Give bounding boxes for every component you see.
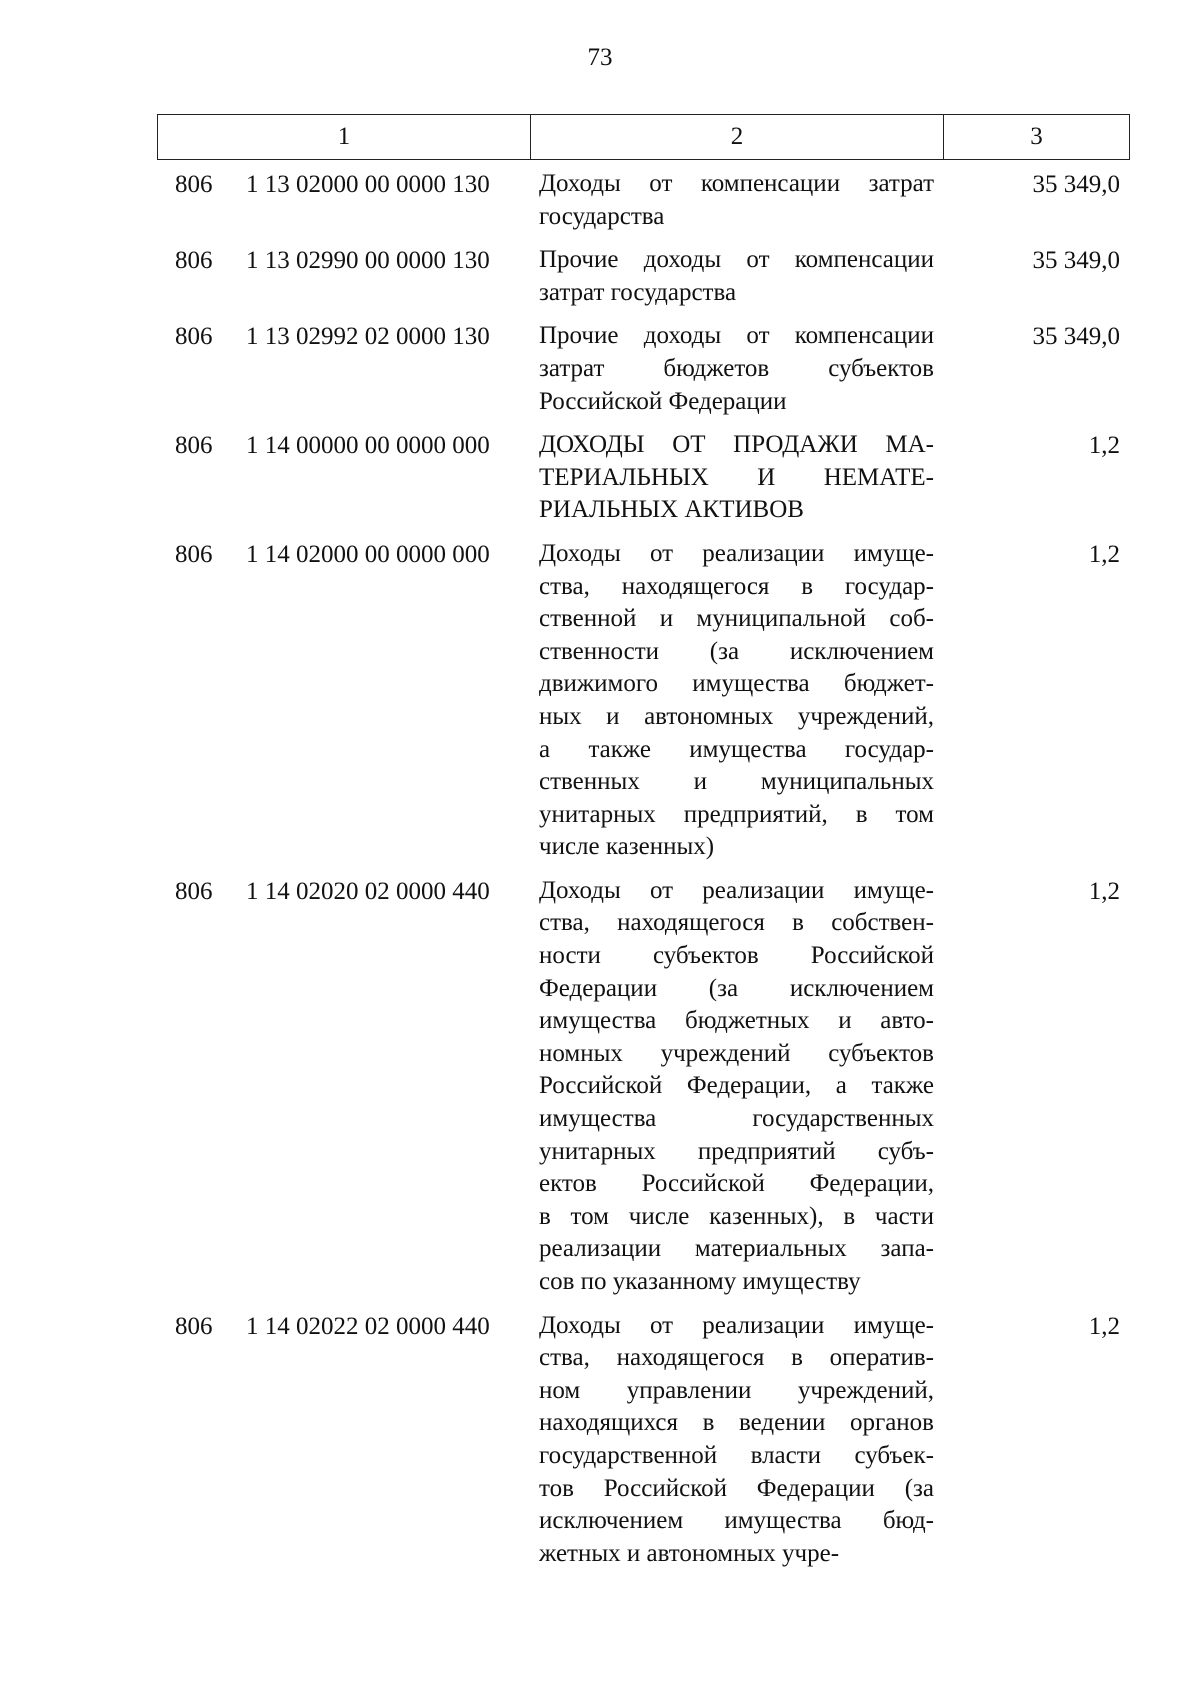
budget-classification-code: 1 14 02000 00 0000 000 (246, 540, 490, 568)
table-header (157, 114, 1130, 160)
table-row (0, 168, 1200, 233)
table-row (0, 244, 1200, 309)
admin-code: 806 (175, 432, 213, 460)
admin-code: 806 (175, 1312, 213, 1340)
table-body (0, 168, 1200, 1581)
revenue-name (539, 429, 934, 527)
revenue-name-line: ства, находящегося в собствен- (539, 909, 934, 937)
revenue-name-line: ных и автономных учреждений, (539, 702, 934, 730)
amount: 35 349,0 (1032, 171, 1120, 198)
revenue-name-line: ности субъектов Российской (539, 942, 934, 970)
revenue-name-line: Прочие доходы от компенсации (539, 322, 934, 350)
revenue-name-line: исключением имущества бюд- (539, 1507, 934, 1535)
budget-classification-code: 1 13 02000 00 0000 130 (246, 171, 490, 198)
revenue-name-line: жетных и автономных учре- (539, 1539, 840, 1567)
revenue-name-line: государства (539, 202, 665, 230)
revenue-name-line: тов Российской Федерации (за (539, 1474, 934, 1502)
revenue-name-line: а также имущества государ- (539, 735, 934, 763)
amount: 35 349,0 (1032, 323, 1120, 351)
revenue-name-line: имущества бюджетных и авто- (539, 1007, 934, 1035)
table-row (0, 320, 1200, 418)
header-col-3: 3 (1030, 123, 1043, 150)
revenue-name-line: ектов Российской Федерации, (539, 1170, 934, 1198)
amount: 1,2 (1088, 540, 1120, 568)
revenue-name (539, 320, 934, 418)
budget-classification-code: 1 13 02990 00 0000 130 (246, 247, 490, 275)
table-row (0, 538, 1200, 864)
revenue-name (539, 168, 934, 233)
revenue-name-line: ТЕРИАЛЬНЫХ И НЕМАТЕ- (539, 463, 934, 491)
header-col-1: 1 (158, 115, 531, 159)
revenue-name-line: ственных и муниципальных (539, 768, 934, 796)
revenue-name-line: Прочие доходы от компенсации (539, 246, 934, 274)
revenue-name-line: РИАЛЬНЫХ АКТИВОВ (539, 496, 804, 524)
revenue-name-line: Российской Федерации, а также (539, 1072, 934, 1100)
admin-code: 806 (175, 247, 213, 275)
amount: 1,2 (1088, 432, 1120, 460)
revenue-name-line: ства, находящегося в государ- (539, 572, 934, 600)
revenue-name-line: находящихся в ведении органов (539, 1409, 934, 1437)
revenue-name (539, 538, 934, 864)
revenue-name-line: Доходы от реализации имуще- (539, 876, 934, 904)
revenue-name-line: Доходы от реализации имуще- (539, 1311, 934, 1339)
amount: 1,2 (1088, 1312, 1120, 1340)
admin-code: 806 (175, 323, 213, 351)
revenue-name-line: ства, находящегося в оператив- (539, 1344, 934, 1372)
revenue-name-line: унитарных предприятий, в том (539, 800, 934, 828)
revenue-name-line: имущества государственных (539, 1105, 934, 1133)
revenue-name-line: затрат государства (539, 278, 737, 306)
revenue-name-line: Доходы от компенсации затрат (539, 170, 934, 197)
revenue-name (539, 244, 934, 309)
budget-classification-code: 1 14 00000 00 0000 000 (246, 432, 490, 460)
revenue-name-line: движимого имущества бюджет- (539, 670, 934, 698)
table-row (0, 429, 1200, 527)
revenue-name-line: Доходы от реализации имуще- (539, 539, 934, 567)
budget-classification-code: 1 14 02022 02 0000 440 (246, 1312, 490, 1340)
page-number: 73 (587, 44, 613, 71)
revenue-name-line: в том числе казенных), в части (539, 1202, 934, 1230)
revenue-name-line: числе казенных) (539, 833, 715, 861)
budget-classification-code: 1 13 02992 02 0000 130 (246, 323, 490, 351)
revenue-name-line: государственной власти субъек- (539, 1441, 934, 1469)
revenue-name-line: ДОХОДЫ ОТ ПРОДАЖИ МА- (539, 431, 934, 459)
revenue-name-line: ственной и муниципальной соб- (539, 605, 934, 633)
revenue-name-line: затрат бюджетов субъектов (539, 354, 934, 382)
revenue-name-line: Российской Федерации (539, 387, 787, 415)
revenue-name-line: унитарных предприятий субъ- (539, 1137, 934, 1165)
amount: 35 349,0 (1032, 247, 1120, 275)
revenue-name-line: ственности (за исключением (539, 637, 934, 665)
revenue-name (539, 875, 934, 1299)
amount: 1,2 (1088, 877, 1120, 905)
admin-code: 806 (175, 171, 213, 198)
revenue-name (539, 1310, 934, 1571)
budget-classification-code: 1 14 02020 02 0000 440 (246, 877, 490, 905)
revenue-name-line: номных учреждений субъектов (539, 1039, 934, 1067)
revenue-name-line: Федерации (за исключением (539, 974, 934, 1002)
admin-code: 806 (175, 540, 213, 568)
admin-code: 806 (175, 877, 213, 905)
revenue-name-line: ном управлении учреждений, (539, 1376, 934, 1404)
header-col-2: 2 (531, 115, 944, 159)
table-row (0, 1310, 1200, 1571)
revenue-name-line: реализации материальных запа- (539, 1235, 934, 1263)
table-row (0, 875, 1200, 1299)
revenue-name-line: сов по указанному имуществу (539, 1268, 861, 1295)
